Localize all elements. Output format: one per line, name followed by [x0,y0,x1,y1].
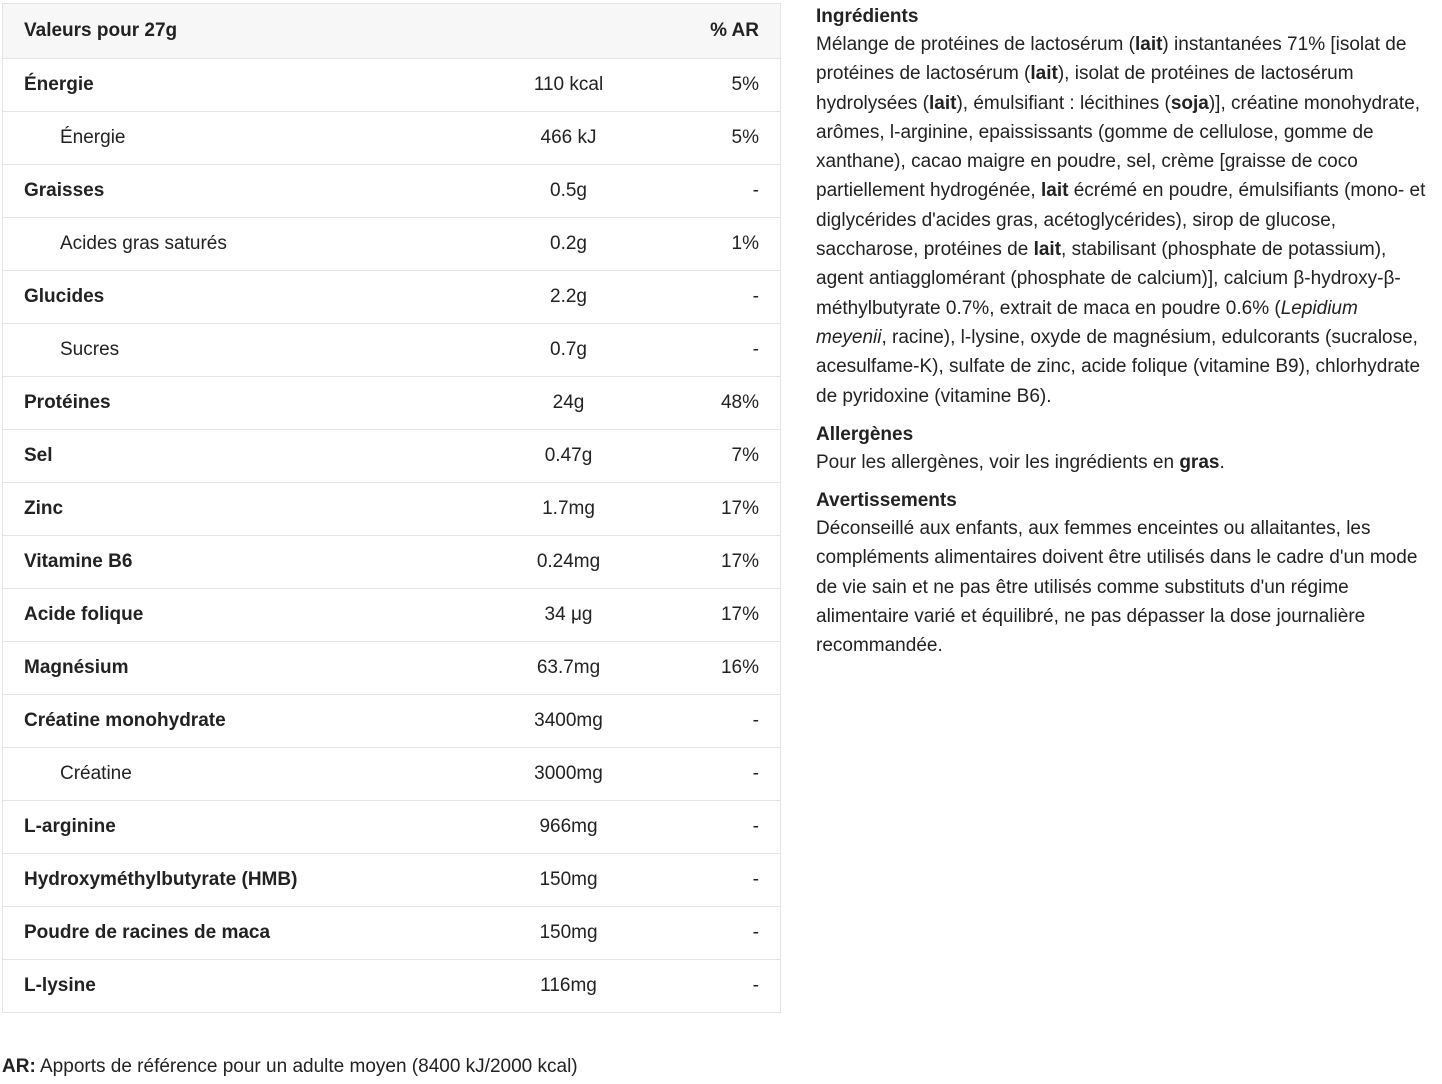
nutrient-name: L-lysine [3,960,463,1013]
nutrient-name: Créatine monohydrate [3,695,463,748]
footnote-label: AR: [2,1056,36,1077]
nutrient-name: Protéines [3,377,463,430]
ingredients-segment: , racine), l-lysine, oxyde de magnésium, edulcorants (sucralose, acesulfame-K), sulfate de zinc, acide folique (vitamine B9), chlorhydrate de pyridoxine (vitamine B6). [816,326,1421,407]
ingredients-segment: ), émulsifiant : lécithines ( [956,92,1171,114]
nutrition-row [3,960,781,1013]
nutrient-name: Acide folique [3,589,463,642]
nutrient-reference-intake: 5% [658,59,781,112]
nutrient-amount: 34 μg [463,589,658,642]
nutrition-row [3,748,781,801]
nutrient-name: Créatine [3,748,463,801]
nutrient-reference-intake: - [658,748,781,801]
nutrient-reference-intake: - [658,271,781,324]
allergen-highlight: lait [1033,239,1062,261]
nutrition-row [3,589,781,642]
allergen-highlight: lait [1030,63,1058,85]
nutrition-row [3,324,781,377]
allergen-highlight: lait [1134,34,1163,55]
nutrient-amount: 2.2g [463,271,658,324]
nutrient-name: Graisses [3,165,463,218]
nutrition-table-header [3,4,781,59]
warnings-heading: Avertissements [816,490,957,512]
nutrition-row [3,695,781,748]
allergens-bold-word: gras [1179,451,1220,473]
nutrition-row [3,801,781,854]
nutrient-amount: 24g [463,377,658,430]
nutrition-row [3,483,781,536]
header-row [3,4,781,59]
nutrient-name: Acides gras saturés [3,218,463,271]
nutrient-name: Sel [3,430,463,483]
nutrient-name: Énergie [3,112,463,165]
nutrient-amount: 3400mg [463,695,658,748]
nutrient-reference-intake: 7% [658,430,781,483]
nutrient-reference-intake: 48% [658,377,781,430]
scientific-name: Lepidium meyenii [816,297,1358,348]
allergens-heading: Allergènes [816,423,914,445]
nutrient-name: Glucides [3,271,463,324]
nutrient-amount: 0.2g [463,218,658,271]
allergen-highlight: soja [1170,92,1209,114]
nutrition-row [3,854,781,907]
nutrient-reference-intake: 16% [658,642,781,695]
nutrient-amount: 966mg [463,801,658,854]
nutrient-amount: 63.7mg [463,642,658,695]
nutrient-amount: 150mg [463,907,658,960]
reference-intake-footnote [2,1055,578,1079]
header-serving-label: Valeurs pour 27g [3,4,463,59]
nutrient-amount: 3000mg [463,748,658,801]
ingredients-segment: ), isolat de protéines de lactosérum hydrolysées ( [816,63,1354,114]
nutrient-name: Hydroxyméthylbutyrate (HMB) [3,854,463,907]
nutrient-reference-intake: 5% [658,112,781,165]
nutrient-reference-intake: 17% [658,536,781,589]
nutrient-name: Énergie [3,59,463,112]
warnings-section [816,488,1432,660]
allergens-text [816,448,1432,477]
nutrient-name: Sucres [3,324,463,377]
nutrition-row [3,218,781,271]
nutrition-row [3,165,781,218]
nutrient-name: Magnésium [3,642,463,695]
nutrition-row [3,271,781,324]
nutrition-row [3,377,781,430]
nutrient-name: Zinc [3,483,463,536]
nutrient-amount: 466 kJ [463,112,658,165]
nutrition-table-body [3,59,781,1013]
ingredients-heading: Ingrédients [816,6,919,27]
nutrition-row [3,430,781,483]
ingredients-segment: écrémé en poudre, émulsifiants (mono- et diglycérides d'acides gras, acétoglycérides), sirop de glucose, saccharose, protéines de [816,180,1426,261]
nutrient-amount: 110 kcal [463,59,658,112]
allergens-text-before: Pour les allergènes, voir les ingrédients en [816,451,1180,473]
ingredients-segment: ) instantanées 71% [isolat de protéines de lactosérum ( [816,34,1407,85]
nutrient-reference-intake: - [658,695,781,748]
product-info-panel [816,4,1432,672]
nutrient-amount: 0.7g [463,324,658,377]
allergens-text-after: . [1219,451,1225,473]
header-reference-intake: % AR [658,4,781,59]
nutrition-row [3,59,781,112]
nutrient-amount: 1.7mg [463,483,658,536]
ingredients-section [816,4,1432,411]
nutrition-row [3,907,781,960]
header-amount [463,4,658,59]
ingredients-segment: , stabilisant (phosphate de potassium), agent antiagglomérant (phosphate de calcium)], calcium β-hydroxy-β-méthylbutyrate 0.7%, extrait de maca en poudre 0.6% ( [816,239,1401,319]
nutrient-amount: 0.5g [463,165,658,218]
ingredients-segment: )], créatine monohydrate, arômes, l-arginine, epaississants (gomme de cellulose, gomme de xanthane), cacao maigre en poudre, sel, crème [graisse de coco partiellement hydrogénée, [816,92,1421,202]
nutrient-name: L-arginine [3,801,463,854]
nutrient-amount: 0.47g [463,430,658,483]
nutrient-reference-intake: - [658,324,781,377]
nutrient-reference-intake: 17% [658,589,781,642]
nutrient-name: Poudre de racines de maca [3,907,463,960]
nutrient-amount: 0.24mg [463,536,658,589]
warnings-text: Déconseillé aux enfants, aux femmes enceintes ou allaitantes, les compléments alimentaires doivent être utilisés dans le cadre d'un mode de vie sain et ne pas être utilisés comme substituts d'un régime alimentaire varié et équilibré, ne pas dépasser la dose journalière recommandée. [816,518,1418,657]
footnote-text: Apports de référence pour un adulte moyen (8400 kJ/2000 kcal) [35,1056,578,1077]
nutrient-reference-intake: 17% [658,483,781,536]
ingredients-segment: Mélange de protéines de lactosérum ( [816,34,1135,55]
nutrient-amount: 150mg [463,854,658,907]
nutrient-reference-intake: 1% [658,218,781,271]
nutrient-reference-intake: - [658,801,781,854]
ingredients-text [816,30,1432,411]
nutrition-row [3,642,781,695]
allergens-section [816,422,1432,477]
allergen-highlight: lait [929,92,957,114]
nutrient-reference-intake: - [658,854,781,907]
nutrition-row [3,112,781,165]
nutrient-amount: 116mg [463,960,658,1013]
nutrition-row [3,536,781,589]
nutrient-reference-intake: - [658,907,781,960]
nutrition-table [2,3,781,1013]
nutrient-name: Vitamine B6 [3,536,463,589]
nutrient-reference-intake: - [658,960,781,1013]
nutrient-reference-intake: - [658,165,781,218]
allergen-highlight: lait [1040,180,1069,202]
